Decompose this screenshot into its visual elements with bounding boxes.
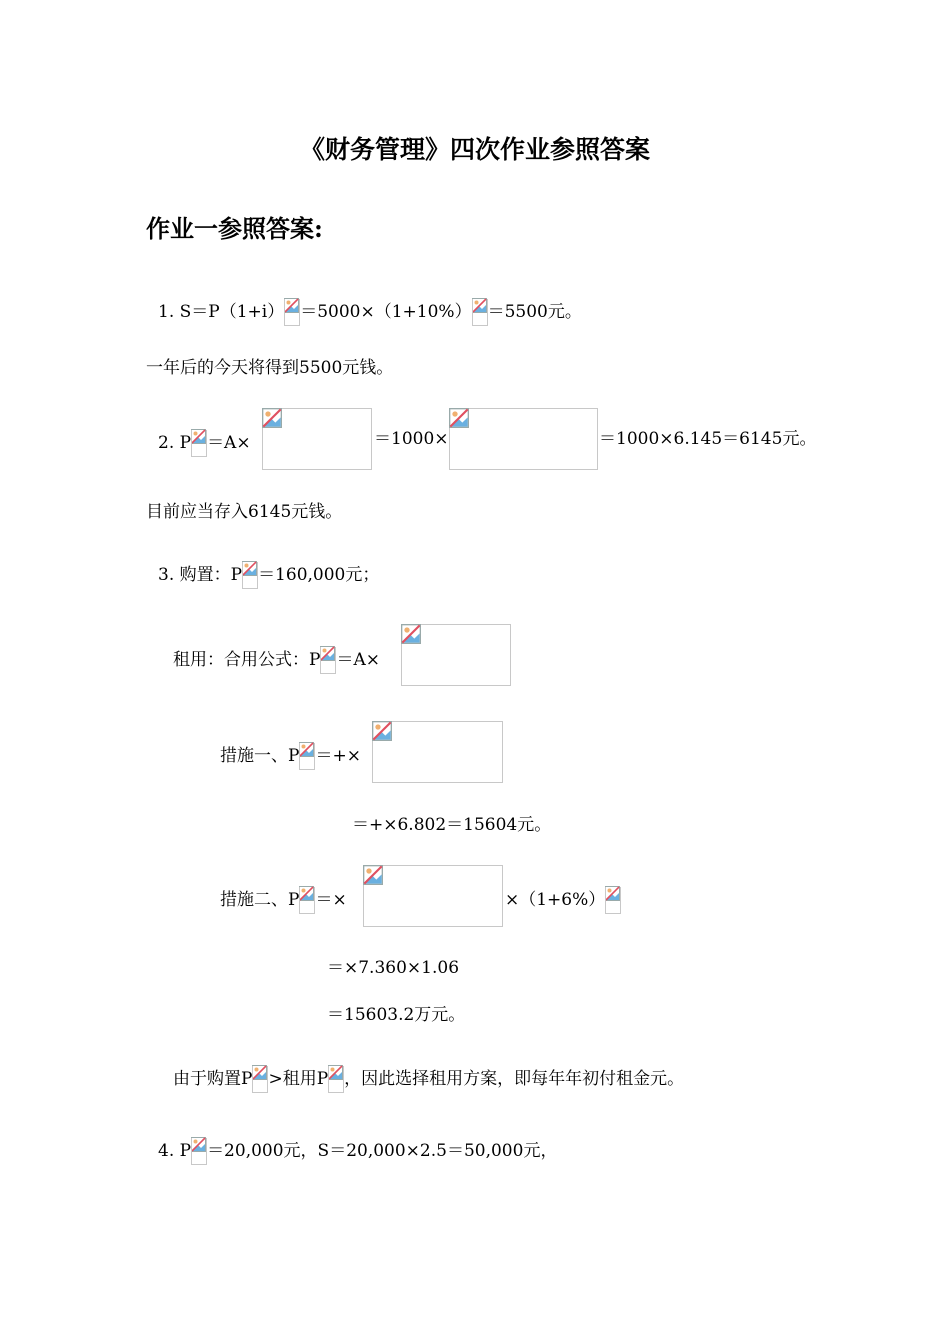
- q3-method2-step: ＝×7.360×1.06: [327, 958, 460, 978]
- broken-image-icon: [191, 1137, 207, 1165]
- broken-image-icon: [252, 1065, 268, 1093]
- broken-image-icon: [472, 298, 488, 326]
- q3-method2-result: ＝15603.2万元。: [327, 1005, 466, 1025]
- q3-conclusion-b: >租用P: [268, 1069, 329, 1089]
- q3-method2-label: 措施二、P: [220, 890, 300, 910]
- q3-method2: [220, 886, 347, 914]
- broken-image-icon: [242, 561, 258, 589]
- q3-conclusion-c: ，因此选择租用方案，即每年年初付租金元。: [344, 1069, 685, 1089]
- q2-note: 目前应当存入6145元钱。: [146, 502, 343, 522]
- broken-image-icon: [372, 721, 392, 741]
- formula-image-placeholder: [449, 408, 598, 470]
- q4-value: ＝20,000元，S＝20,000×2.5＝50,000元，: [207, 1141, 558, 1161]
- broken-image-icon: [284, 298, 300, 326]
- broken-image-icon: [191, 429, 207, 457]
- document-title: 《财务管理》四次作业参照答案: [299, 135, 650, 164]
- q2-part-d: ＝1000×6.145＝6145元。: [599, 429, 817, 449]
- q3-buy-value: ＝160,000元；: [258, 565, 380, 585]
- q3-buy: [158, 561, 379, 589]
- q4-formula: [158, 1137, 557, 1165]
- q3-rent-formula: ＝A×: [336, 650, 380, 670]
- broken-image-icon: [299, 742, 315, 770]
- q2-part-c: ＝1000×: [374, 429, 449, 449]
- q3-conclusion-a: 由于购置P: [173, 1069, 253, 1089]
- q1-part-b: ＝5000×（1+10%）: [300, 302, 472, 322]
- broken-image-icon: [605, 886, 621, 914]
- q2-label: 2. P: [158, 433, 192, 453]
- q1-part-a: 1. S＝P（1+i）: [158, 302, 285, 322]
- formula-image-placeholder: [262, 408, 372, 470]
- q3-method1-result: ＝+×6.802＝15604元。: [352, 815, 552, 835]
- q1-note: 一年后的今天将得到5500元钱。: [146, 358, 394, 378]
- q2-part-b: ＝A×: [207, 433, 251, 453]
- q3-rent: [173, 646, 380, 674]
- q3-method2-factor: [505, 886, 621, 914]
- q3-method1: [220, 742, 361, 770]
- broken-image-icon: [320, 646, 336, 674]
- broken-image-icon: [363, 865, 383, 885]
- q1-formula: [158, 298, 582, 326]
- q2-part-a: [158, 429, 251, 457]
- q3-rent-label: 租用：合用公式：P: [173, 650, 321, 670]
- broken-image-icon: [401, 624, 421, 644]
- q4-label: 4. P: [158, 1141, 192, 1161]
- q3-method1-label: 措施一、P: [220, 746, 300, 766]
- q3-method2-multiplier: ×（1+6%）: [505, 890, 606, 910]
- q3-method2-formula: ＝×: [315, 890, 347, 910]
- q3-conclusion: [173, 1065, 684, 1093]
- formula-image-placeholder: [372, 721, 503, 783]
- broken-image-icon: [449, 408, 469, 428]
- broken-image-icon: [262, 408, 282, 428]
- formula-image-placeholder: [363, 865, 503, 927]
- broken-image-icon: [328, 1065, 344, 1093]
- formula-image-placeholder: [401, 624, 511, 686]
- section-heading: 作业一参照答案:: [146, 214, 323, 243]
- q1-part-c: ＝5500元。: [487, 302, 582, 322]
- q3-method1-formula: ＝+×: [315, 746, 361, 766]
- q3-buy-label: 3. 购置：P: [158, 565, 243, 585]
- broken-image-icon: [299, 886, 315, 914]
